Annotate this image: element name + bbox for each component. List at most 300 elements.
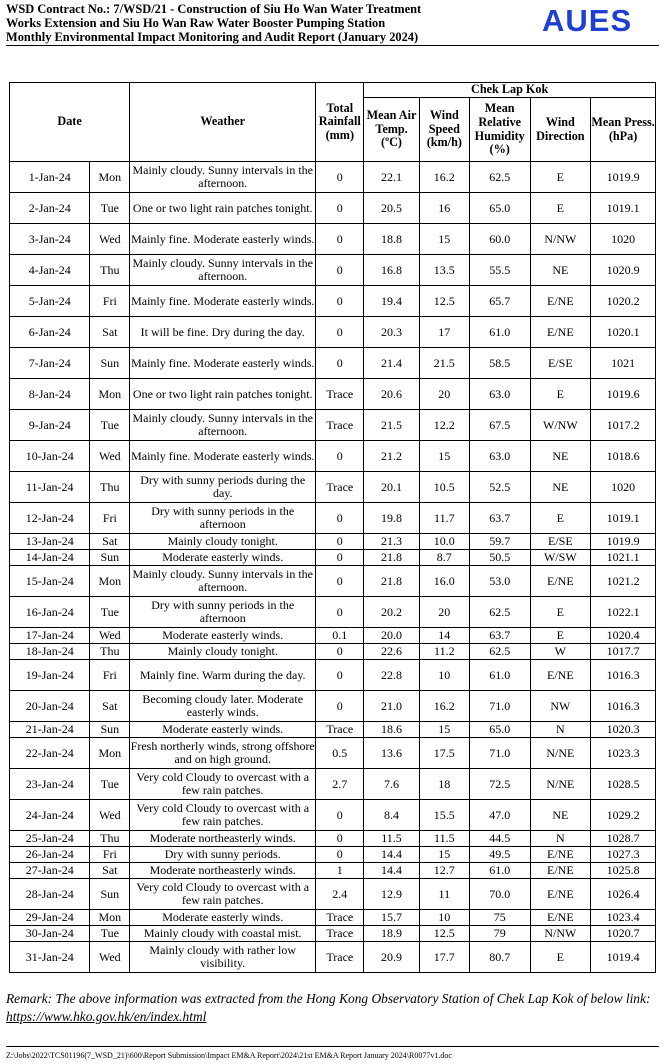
wind-direction-cell: NE (530, 255, 591, 286)
temp-cell: 20.0 (364, 628, 419, 644)
pressure-cell: 1020.7 (591, 926, 656, 942)
rainfall-cell: 0 (316, 691, 364, 722)
humidity-cell: 79 (469, 926, 530, 942)
wind-direction-cell: E (530, 193, 591, 224)
wind-speed-cell: 15 (419, 847, 469, 863)
pressure-cell: 1020.3 (591, 722, 656, 738)
temp-cell: 21.0 (364, 691, 419, 722)
table-row (10, 660, 656, 691)
weather-cell: Very cold Cloudy to overcast with a few rain patches. (130, 800, 316, 831)
temp-cell: 18.9 (364, 926, 419, 942)
rainfall-cell: 0 (316, 847, 364, 863)
pressure-cell: 1028.5 (591, 769, 656, 800)
wind-speed-cell: 21.5 (419, 348, 469, 379)
day-cell: Tue (90, 193, 130, 224)
rainfall-cell: Trace (316, 926, 364, 942)
wind-direction-cell: E/NE (530, 286, 591, 317)
date-cell: 30-Jan-24 (10, 926, 90, 942)
humidity-cell: 63.7 (469, 628, 530, 644)
table-row (10, 503, 656, 534)
humidity-cell: 62.5 (469, 162, 530, 193)
wind-speed-cell: 14 (419, 628, 469, 644)
day-cell: Sat (90, 534, 130, 550)
footer-path: Z:\Jobs\2022\TCS01196(7_WSD_21)\600\Report Submission\Impact EM&A Report\2024\21st EM&A Report January 2024\R0077v1.doc (6, 1051, 452, 1060)
wind-speed-cell: 10.5 (419, 472, 469, 503)
day-cell: Fri (90, 286, 130, 317)
wind-speed-cell: 16.2 (419, 162, 469, 193)
date-cell: 8-Jan-24 (10, 379, 90, 410)
col-header-wind-speed: Wind Speed (km/h) (419, 98, 469, 162)
wind-speed-cell: 15 (419, 224, 469, 255)
date-cell: 17-Jan-24 (10, 628, 90, 644)
weather-cell: One or two light rain patches tonight. (130, 379, 316, 410)
weather-cell: Mainly fine. Moderate easterly winds. (130, 348, 316, 379)
date-cell: 16-Jan-24 (10, 597, 90, 628)
temp-cell: 14.4 (364, 847, 419, 863)
wind-direction-cell: W/NW (530, 410, 591, 441)
date-cell: 28-Jan-24 (10, 879, 90, 910)
wind-direction-cell: N (530, 722, 591, 738)
date-cell: 25-Jan-24 (10, 831, 90, 847)
date-cell: 4-Jan-24 (10, 255, 90, 286)
humidity-cell: 60.0 (469, 224, 530, 255)
document-header (6, 2, 526, 45)
rainfall-cell: 0 (316, 255, 364, 286)
day-cell: Tue (90, 597, 130, 628)
weather-cell: Very cold Cloudy to overcast with a few rain patches. (130, 769, 316, 800)
wind-direction-cell: E (530, 597, 591, 628)
date-cell: 19-Jan-24 (10, 660, 90, 691)
date-cell: 20-Jan-24 (10, 691, 90, 722)
table-row (10, 317, 656, 348)
temp-cell: 7.6 (364, 769, 419, 800)
weather-cell: Dry with sunny periods in the afternoon (130, 503, 316, 534)
pressure-cell: 1020 (591, 224, 656, 255)
table-row (10, 162, 656, 193)
rainfall-cell: 0 (316, 162, 364, 193)
humidity-cell: 61.0 (469, 863, 530, 879)
wind-speed-cell: 10 (419, 910, 469, 926)
temp-cell: 20.9 (364, 942, 419, 973)
day-cell: Sun (90, 550, 130, 566)
temp-cell: 22.8 (364, 660, 419, 691)
temp-cell: 12.9 (364, 879, 419, 910)
day-cell: Thu (90, 255, 130, 286)
rainfall-cell: 0 (316, 660, 364, 691)
wind-speed-cell: 16.0 (419, 566, 469, 597)
weather-table (9, 82, 656, 973)
temp-cell: 20.2 (364, 597, 419, 628)
day-cell: Sun (90, 879, 130, 910)
pressure-cell: 1020 (591, 472, 656, 503)
wind-direction-cell: E/NE (530, 879, 591, 910)
day-cell: Sun (90, 722, 130, 738)
humidity-cell: 80.7 (469, 942, 530, 973)
weather-table-body (10, 162, 656, 973)
temp-cell: 21.3 (364, 534, 419, 550)
rainfall-cell: 0 (316, 503, 364, 534)
table-row (10, 738, 656, 769)
temp-cell: 13.6 (364, 738, 419, 769)
table-row (10, 628, 656, 644)
humidity-cell: 61.0 (469, 317, 530, 348)
pressure-cell: 1020.4 (591, 628, 656, 644)
weather-cell: Moderate easterly winds. (130, 910, 316, 926)
day-cell: Wed (90, 628, 130, 644)
weather-cell: Moderate northeasterly winds. (130, 831, 316, 847)
humidity-cell: 47.0 (469, 800, 530, 831)
date-cell: 9-Jan-24 (10, 410, 90, 441)
wind-direction-cell: E/SE (530, 348, 591, 379)
pressure-cell: 1023.4 (591, 910, 656, 926)
date-cell: 15-Jan-24 (10, 566, 90, 597)
header-line-3: Monthly Environmental Impact Monitoring and Audit Report (January 2024) (6, 30, 419, 45)
wind-direction-cell: E (530, 942, 591, 973)
humidity-cell: 49.5 (469, 847, 530, 863)
col-header-weather: Weather (130, 83, 316, 162)
rainfall-cell: 0 (316, 644, 364, 660)
wind-speed-cell: 10.0 (419, 534, 469, 550)
rainfall-cell: 0 (316, 550, 364, 566)
rainfall-cell: Trace (316, 942, 364, 973)
table-row (10, 472, 656, 503)
rainfall-cell: 0 (316, 597, 364, 628)
weather-cell: Mainly fine. Warm during the day. (130, 660, 316, 691)
temp-cell: 14.4 (364, 863, 419, 879)
day-cell: Sat (90, 317, 130, 348)
pressure-cell: 1022.1 (591, 597, 656, 628)
rainfall-cell: Trace (316, 722, 364, 738)
wind-speed-cell: 20 (419, 597, 469, 628)
temp-cell: 19.4 (364, 286, 419, 317)
pressure-cell: 1016.3 (591, 660, 656, 691)
weather-cell: Fresh northerly winds, strong offshore and on high ground. (130, 738, 316, 769)
date-cell: 26-Jan-24 (10, 847, 90, 863)
table-row (10, 722, 656, 738)
weather-cell: Mainly cloudy. Sunny intervals in the afternoon. (130, 410, 316, 441)
pressure-cell: 1016.3 (591, 691, 656, 722)
weather-cell: Very cold Cloudy to overcast with a few rain patches. (130, 879, 316, 910)
wind-direction-cell: NE (530, 800, 591, 831)
wind-speed-cell: 15 (419, 722, 469, 738)
pressure-cell: 1019.4 (591, 942, 656, 973)
table-row (10, 910, 656, 926)
col-header-date: Date (10, 83, 130, 162)
wind-speed-cell: 11.7 (419, 503, 469, 534)
col-header-wind-direction: Wind Direction (530, 98, 591, 162)
rainfall-cell: 0.1 (316, 628, 364, 644)
wind-speed-cell: 16.2 (419, 691, 469, 722)
wind-direction-cell: E/NE (530, 566, 591, 597)
pressure-cell: 1029.2 (591, 800, 656, 831)
wind-speed-cell: 10 (419, 660, 469, 691)
weather-cell: Moderate easterly winds. (130, 628, 316, 644)
table-row (10, 224, 656, 255)
temp-cell: 22.1 (364, 162, 419, 193)
temp-cell: 20.1 (364, 472, 419, 503)
humidity-cell: 65.7 (469, 286, 530, 317)
temp-cell: 21.8 (364, 566, 419, 597)
date-cell: 31-Jan-24 (10, 942, 90, 973)
footer-divider (6, 1046, 659, 1047)
day-cell: Sat (90, 691, 130, 722)
wind-direction-cell: E (530, 162, 591, 193)
weather-cell: Moderate easterly winds. (130, 550, 316, 566)
weather-cell: Moderate northeasterly winds. (130, 863, 316, 879)
hko-link[interactable]: https://www.hko.gov.hk/en/index.html (6, 1009, 207, 1024)
rainfall-cell: Trace (316, 410, 364, 441)
table-row (10, 644, 656, 660)
weather-cell: Becoming cloudy later. Moderate easterly winds. (130, 691, 316, 722)
remark-text: Remark: The above information was extracted from the Hong Kong Observatory Station of Chek Lap Kok of below link: (6, 991, 651, 1006)
wind-direction-cell: E (530, 379, 591, 410)
humidity-cell: 75 (469, 910, 530, 926)
wind-direction-cell: E/SE (530, 534, 591, 550)
temp-cell: 16.8 (364, 255, 419, 286)
date-cell: 3-Jan-24 (10, 224, 90, 255)
weather-cell: Mainly cloudy. Sunny intervals in the afternoon. (130, 162, 316, 193)
date-cell: 6-Jan-24 (10, 317, 90, 348)
weather-cell: Mainly cloudy with rather low visibility. (130, 942, 316, 973)
pressure-cell: 1019.6 (591, 379, 656, 410)
day-cell: Mon (90, 162, 130, 193)
rainfall-cell: 0 (316, 831, 364, 847)
wind-direction-cell: E/NE (530, 863, 591, 879)
date-cell: 21-Jan-24 (10, 722, 90, 738)
humidity-cell: 63.7 (469, 503, 530, 534)
date-cell: 22-Jan-24 (10, 738, 90, 769)
wind-direction-cell: W (530, 644, 591, 660)
rainfall-cell: 0 (316, 534, 364, 550)
pressure-cell: 1028.7 (591, 831, 656, 847)
humidity-cell: 53.0 (469, 566, 530, 597)
humidity-cell: 71.0 (469, 738, 530, 769)
temp-cell: 21.4 (364, 348, 419, 379)
humidity-cell: 70.0 (469, 879, 530, 910)
wind-speed-cell: 12.5 (419, 926, 469, 942)
day-cell: Mon (90, 910, 130, 926)
date-cell: 10-Jan-24 (10, 441, 90, 472)
day-cell: Thu (90, 472, 130, 503)
rainfall-cell: 0.5 (316, 738, 364, 769)
rainfall-cell: 0 (316, 800, 364, 831)
rainfall-cell: 2.4 (316, 879, 364, 910)
weather-cell: Moderate easterly winds. (130, 722, 316, 738)
wind-speed-cell: 11.5 (419, 831, 469, 847)
wind-speed-cell: 12.2 (419, 410, 469, 441)
temp-cell: 18.6 (364, 722, 419, 738)
weather-cell: Mainly cloudy with coastal mist. (130, 926, 316, 942)
table-row (10, 926, 656, 942)
humidity-cell: 62.5 (469, 644, 530, 660)
table-row (10, 847, 656, 863)
rainfall-cell: 2.7 (316, 769, 364, 800)
weather-cell: Mainly cloudy tonight. (130, 534, 316, 550)
day-cell: Tue (90, 410, 130, 441)
temp-cell: 11.5 (364, 831, 419, 847)
aues-logo: AUES (542, 3, 633, 38)
pressure-cell: 1026.4 (591, 879, 656, 910)
wind-direction-cell: E/NE (530, 847, 591, 863)
table-row (10, 193, 656, 224)
date-cell: 11-Jan-24 (10, 472, 90, 503)
pressure-cell: 1018.6 (591, 441, 656, 472)
temp-cell: 21.5 (364, 410, 419, 441)
day-cell: Wed (90, 942, 130, 973)
date-cell: 18-Jan-24 (10, 644, 90, 660)
pressure-cell: 1021.1 (591, 550, 656, 566)
col-header-rainfall: Total Rainfall (mm) (316, 83, 364, 162)
day-cell: Mon (90, 566, 130, 597)
humidity-cell: 61.0 (469, 660, 530, 691)
pressure-cell: 1020.1 (591, 317, 656, 348)
pressure-cell: 1021 (591, 348, 656, 379)
day-cell: Tue (90, 769, 130, 800)
humidity-cell: 50.5 (469, 550, 530, 566)
wind-speed-cell: 15.5 (419, 800, 469, 831)
temp-cell: 15.7 (364, 910, 419, 926)
table-row (10, 597, 656, 628)
day-cell: Thu (90, 644, 130, 660)
humidity-cell: 63.0 (469, 379, 530, 410)
rainfall-cell: 0 (316, 441, 364, 472)
remark (6, 990, 662, 1026)
wind-speed-cell: 16 (419, 193, 469, 224)
table-row (10, 410, 656, 441)
weather-cell: It will be fine. Dry during the day. (130, 317, 316, 348)
weather-cell: Dry with sunny periods in the afternoon (130, 597, 316, 628)
day-cell: Sat (90, 863, 130, 879)
table-row (10, 831, 656, 847)
wind-speed-cell: 17.5 (419, 738, 469, 769)
temp-cell: 19.8 (364, 503, 419, 534)
rainfall-cell: 0 (316, 193, 364, 224)
pressure-cell: 1023.3 (591, 738, 656, 769)
day-cell: Wed (90, 224, 130, 255)
temp-cell: 20.6 (364, 379, 419, 410)
wind-direction-cell: NE (530, 441, 591, 472)
humidity-cell: 71.0 (469, 691, 530, 722)
col-header-temp: Mean Air Temp. (ºC) (364, 98, 419, 162)
weather-cell: Mainly fine. Moderate easterly winds. (130, 286, 316, 317)
weather-cell: Mainly fine. Moderate easterly winds. (130, 441, 316, 472)
humidity-cell: 59.7 (469, 534, 530, 550)
wind-speed-cell: 12.7 (419, 863, 469, 879)
day-cell: Tue (90, 926, 130, 942)
table-row (10, 691, 656, 722)
table-row (10, 534, 656, 550)
date-cell: 2-Jan-24 (10, 193, 90, 224)
table-row (10, 769, 656, 800)
date-cell: 13-Jan-24 (10, 534, 90, 550)
humidity-cell: 72.5 (469, 769, 530, 800)
temp-cell: 21.8 (364, 550, 419, 566)
col-header-humidity: Mean Relative Humidity (%) (469, 98, 530, 162)
pressure-cell: 1027.3 (591, 847, 656, 863)
temp-cell: 21.2 (364, 441, 419, 472)
wind-direction-cell: N/NW (530, 926, 591, 942)
wind-direction-cell: E/NE (530, 660, 591, 691)
wind-direction-cell: N/NE (530, 738, 591, 769)
weather-cell: Dry with sunny periods during the day. (130, 472, 316, 503)
day-cell: Fri (90, 847, 130, 863)
header-line-2: Works Extension and Siu Ho Wan Raw Water Booster Pumping Station (6, 16, 386, 31)
wind-direction-cell: NW (530, 691, 591, 722)
weather-cell: One or two light rain patches tonight. (130, 193, 316, 224)
day-cell: Sun (90, 348, 130, 379)
table-row (10, 286, 656, 317)
wind-speed-cell: 18 (419, 769, 469, 800)
col-header-pressure: Mean Press. (hPa) (591, 98, 656, 162)
pressure-cell: 1019.9 (591, 162, 656, 193)
date-cell: 7-Jan-24 (10, 348, 90, 379)
table-row (10, 441, 656, 472)
rainfall-cell: 0 (316, 348, 364, 379)
rainfall-cell: Trace (316, 910, 364, 926)
wind-direction-cell: E/NE (530, 910, 591, 926)
table-row (10, 942, 656, 973)
humidity-cell: 65.0 (469, 193, 530, 224)
wind-speed-cell: 15 (419, 441, 469, 472)
day-cell: Fri (90, 503, 130, 534)
day-cell: Thu (90, 831, 130, 847)
weather-cell: Mainly fine. Moderate easterly winds. (130, 224, 316, 255)
pressure-cell: 1019.9 (591, 534, 656, 550)
weather-cell: Mainly cloudy. Sunny intervals in the afternoon. (130, 255, 316, 286)
wind-speed-cell: 17.7 (419, 942, 469, 973)
day-cell: Mon (90, 379, 130, 410)
date-cell: 5-Jan-24 (10, 286, 90, 317)
weather-cell: Mainly cloudy. Sunny intervals in the afternoon. (130, 566, 316, 597)
wind-speed-cell: 8.7 (419, 550, 469, 566)
humidity-cell: 67.5 (469, 410, 530, 441)
wind-direction-cell: N (530, 831, 591, 847)
station-header: Chek Lap Kok (364, 83, 656, 98)
temp-cell: 22.6 (364, 644, 419, 660)
table-row (10, 879, 656, 910)
table-row (10, 379, 656, 410)
date-cell: 12-Jan-24 (10, 503, 90, 534)
wind-speed-cell: 17 (419, 317, 469, 348)
date-cell: 23-Jan-24 (10, 769, 90, 800)
header-line-1: WSD Contract No.: 7/WSD/21 - Construction of Siu Ho Wan Water Treatment (6, 2, 422, 16)
header-divider (6, 45, 659, 46)
day-cell: Fri (90, 660, 130, 691)
wind-direction-cell: N/NE (530, 769, 591, 800)
pressure-cell: 1019.1 (591, 503, 656, 534)
wind-speed-cell: 11.2 (419, 644, 469, 660)
wind-direction-cell: E (530, 628, 591, 644)
pressure-cell: 1019.1 (591, 193, 656, 224)
wind-direction-cell: E/NE (530, 317, 591, 348)
wind-speed-cell: 11 (419, 879, 469, 910)
pressure-cell: 1020.9 (591, 255, 656, 286)
wind-direction-cell: N/NW (530, 224, 591, 255)
weather-cell: Dry with sunny periods. (130, 847, 316, 863)
date-cell: 1-Jan-24 (10, 162, 90, 193)
temp-cell: 20.5 (364, 193, 419, 224)
wind-speed-cell: 12.5 (419, 286, 469, 317)
humidity-cell: 62.5 (469, 597, 530, 628)
pressure-cell: 1020.2 (591, 286, 656, 317)
date-cell: 29-Jan-24 (10, 910, 90, 926)
day-cell: Wed (90, 800, 130, 831)
table-row (10, 800, 656, 831)
rainfall-cell: Trace (316, 379, 364, 410)
rainfall-cell: 0 (316, 566, 364, 597)
humidity-cell: 52.5 (469, 472, 530, 503)
table-row (10, 566, 656, 597)
